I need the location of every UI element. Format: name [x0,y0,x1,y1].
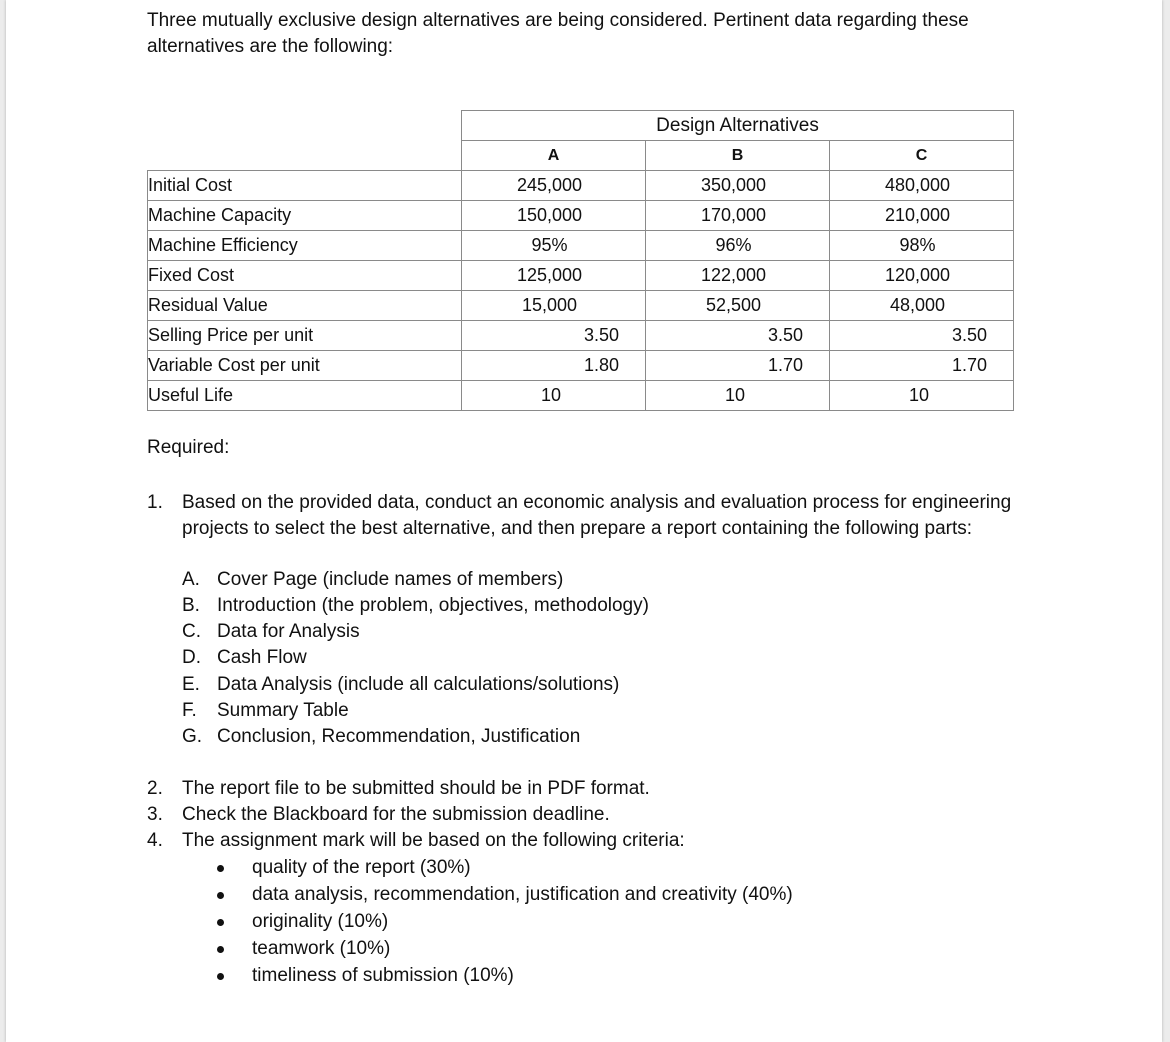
table-cell: 210,000 [830,201,1014,231]
table-row [148,171,1014,201]
bullet-icon [217,946,224,953]
table-cell: 3.50 [646,321,830,351]
row-label: Useful Life [148,381,462,411]
table-row [148,321,1014,351]
list-number: 3. [147,804,163,825]
table-cell: 96% [646,231,830,261]
table-cell: 3.50 [830,321,1014,351]
table-cell: 1.70 [830,351,1014,381]
table-cell: 98% [830,231,1014,261]
bullet-icon [217,973,224,980]
row-label: Fixed Cost [148,261,462,291]
row-label: Selling Price per unit [148,321,462,351]
table-cell: 350,000 [646,171,830,201]
list-number: 1. [147,492,163,513]
table-cell: 10 [646,381,830,411]
table-cell: 10 [462,381,646,411]
required-heading: Required: [147,437,230,458]
table-cell: 150,000 [462,201,646,231]
table-header-row [148,111,1014,141]
design-alternatives-table [147,110,1014,411]
table-cell: 120,000 [830,261,1014,291]
table-cell: 10 [830,381,1014,411]
table-cell: 52,500 [646,291,830,321]
table-cell: 1.80 [462,351,646,381]
list-text: The assignment mark will be based on the following criteria: [182,830,685,851]
table-row [148,381,1014,411]
table-cell: 1.70 [646,351,830,381]
row-label: Residual Value [148,291,462,321]
table-row [148,201,1014,231]
table-row [148,291,1014,321]
column-header-b: B [646,141,830,171]
row-label: Machine Capacity [148,201,462,231]
table-cell: 245,000 [462,171,646,201]
table-subheader-row [148,141,1014,171]
table-cell: 48,000 [830,291,1014,321]
table-cell: 95% [462,231,646,261]
table-cell: 170,000 [646,201,830,231]
column-header-a: A [462,141,646,171]
list-number: 2. [147,778,163,799]
list-text: Based on the provided data, conduct an economic analysis and evaluation process for engineering projects to select the best alternative, and then prepare a report containing the following parts: [182,492,1012,539]
list-text: Check the Blackboard for the submission deadline. [182,804,610,825]
design-alternatives-header: Design Alternatives [462,111,1014,141]
table-cell: 15,000 [462,291,646,321]
row-label: Variable Cost per unit [148,351,462,381]
table-cell: 3.50 [462,321,646,351]
table-cell: 125,000 [462,261,646,291]
table-cell: 122,000 [646,261,830,291]
table-row [148,231,1014,261]
list-number: 4. [147,830,163,851]
document-page [6,0,1162,1042]
table-cell: 480,000 [830,171,1014,201]
bullet-icon [217,919,224,926]
bullet-icon [217,865,224,872]
table-row [148,261,1014,291]
row-label: Initial Cost [148,171,462,201]
document-content: Three mutually exclusive design alternatives are being considered. Pertinent data regarding these alternatives are the following: Design Alternatives A B C Initial Cost 245,000 350,000 480,000 Machine Capacity 150,000 170,000 210,000 Machine Efficiency 95% 96% 98% Fixed Cost 125,000 122,000 120,000 Residual Value 15,000 52,500 48,000 Selling Price per unit 3.50 3.50 3.50 Variable Cost per unit 1.80 1.70 1.70 Useful Life 10 10 10 Required: 1. Based on the provided data, conduct an economic analysis and evaluation process for engineering projects to select the best alternative, and then prepare a report containing the following parts: A. Cover Page (include names of members) B. Introduction (the problem, objectives, methodology) C. Data for Analysis D. Cash Flow E. Data Analysis (include all calculations/solutions) F. Summary Table G. Conclusion, Recommendation, Justification 2. The report file to be submitted should be in PDF format. 3. Check the Blackboard for the submission deadline. 4. The assignment mark will be based on the following criteria: quality of the report (30%) data analysis, recommendation, justification and creativity (40%) originality (10%) teamwork (10%) timeliness of submission (10%) [6,0,1162,1042]
table-row [148,351,1014,381]
column-header-c: C [830,141,1014,171]
intro-paragraph: Three mutually exclusive design alternatives are being considered. Pertinent data regarding these alternatives are the following: [147,10,969,57]
row-label: Machine Efficiency [148,231,462,261]
bullet-icon [217,892,224,899]
list-text: The report file to be submitted should be in PDF format. [182,778,650,799]
